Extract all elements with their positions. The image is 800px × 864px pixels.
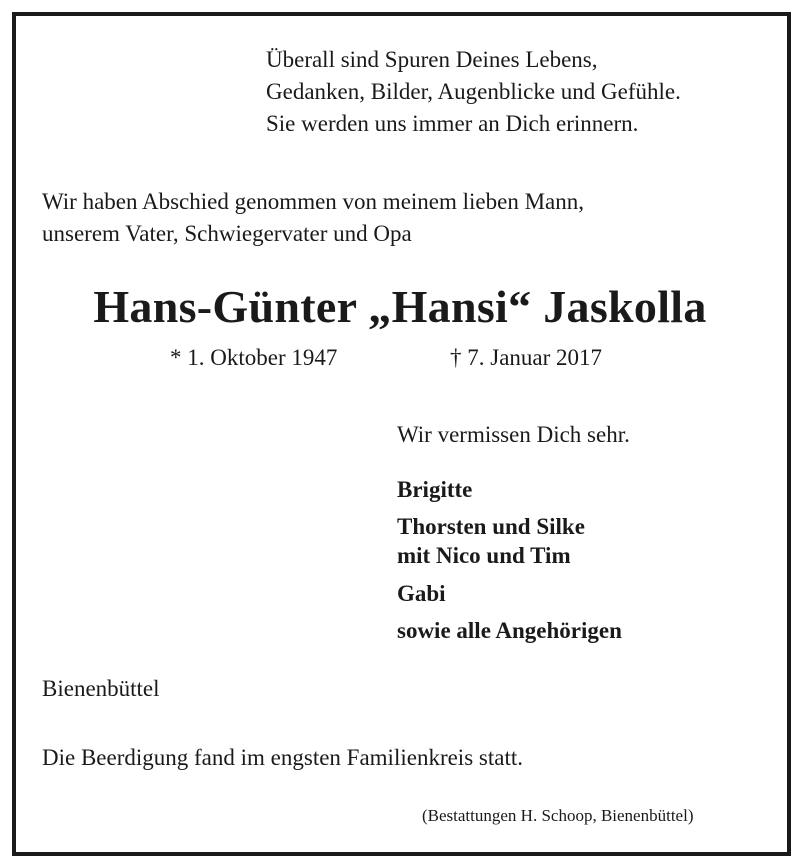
mourner-name: sowie alle Angehörigen: [397, 618, 622, 643]
mourner-name: mit Nico und Tim: [397, 543, 571, 568]
mourner-name: Thorsten und Silke: [397, 514, 585, 539]
place-text: Bienenbüttel: [42, 676, 160, 701]
intro-line-1: Wir haben Abschied genommen von meinem lieben Mann,: [42, 189, 584, 214]
death-date: † 7. Januar 2017: [450, 345, 603, 370]
mourner-name: Brigitte: [397, 477, 473, 502]
verse-line-2: Gedanken, Bilder, Augenblicke und Gefühle.: [266, 79, 681, 104]
mourner-name: Gabi: [397, 581, 446, 606]
verse-line-3: Sie werden uns immer an Dich erinnern.: [266, 111, 639, 136]
undertaker-text: (Bestattungen H. Schoop, Bienenbüttel): [422, 806, 694, 825]
miss-text: Wir vermissen Dich sehr.: [397, 422, 630, 447]
intro-line-2: unserem Vater, Schwiegervater und Opa: [42, 221, 412, 246]
birth-date: * 1. Oktober 1947: [170, 345, 338, 370]
deceased-name: Hans-Günter „Hansi“ Jaskolla: [93, 281, 707, 332]
funeral-text: Die Beerdigung fand im engsten Familienkreis statt.: [42, 745, 523, 770]
verse-line-1: Überall sind Spuren Deines Lebens,: [266, 47, 598, 72]
